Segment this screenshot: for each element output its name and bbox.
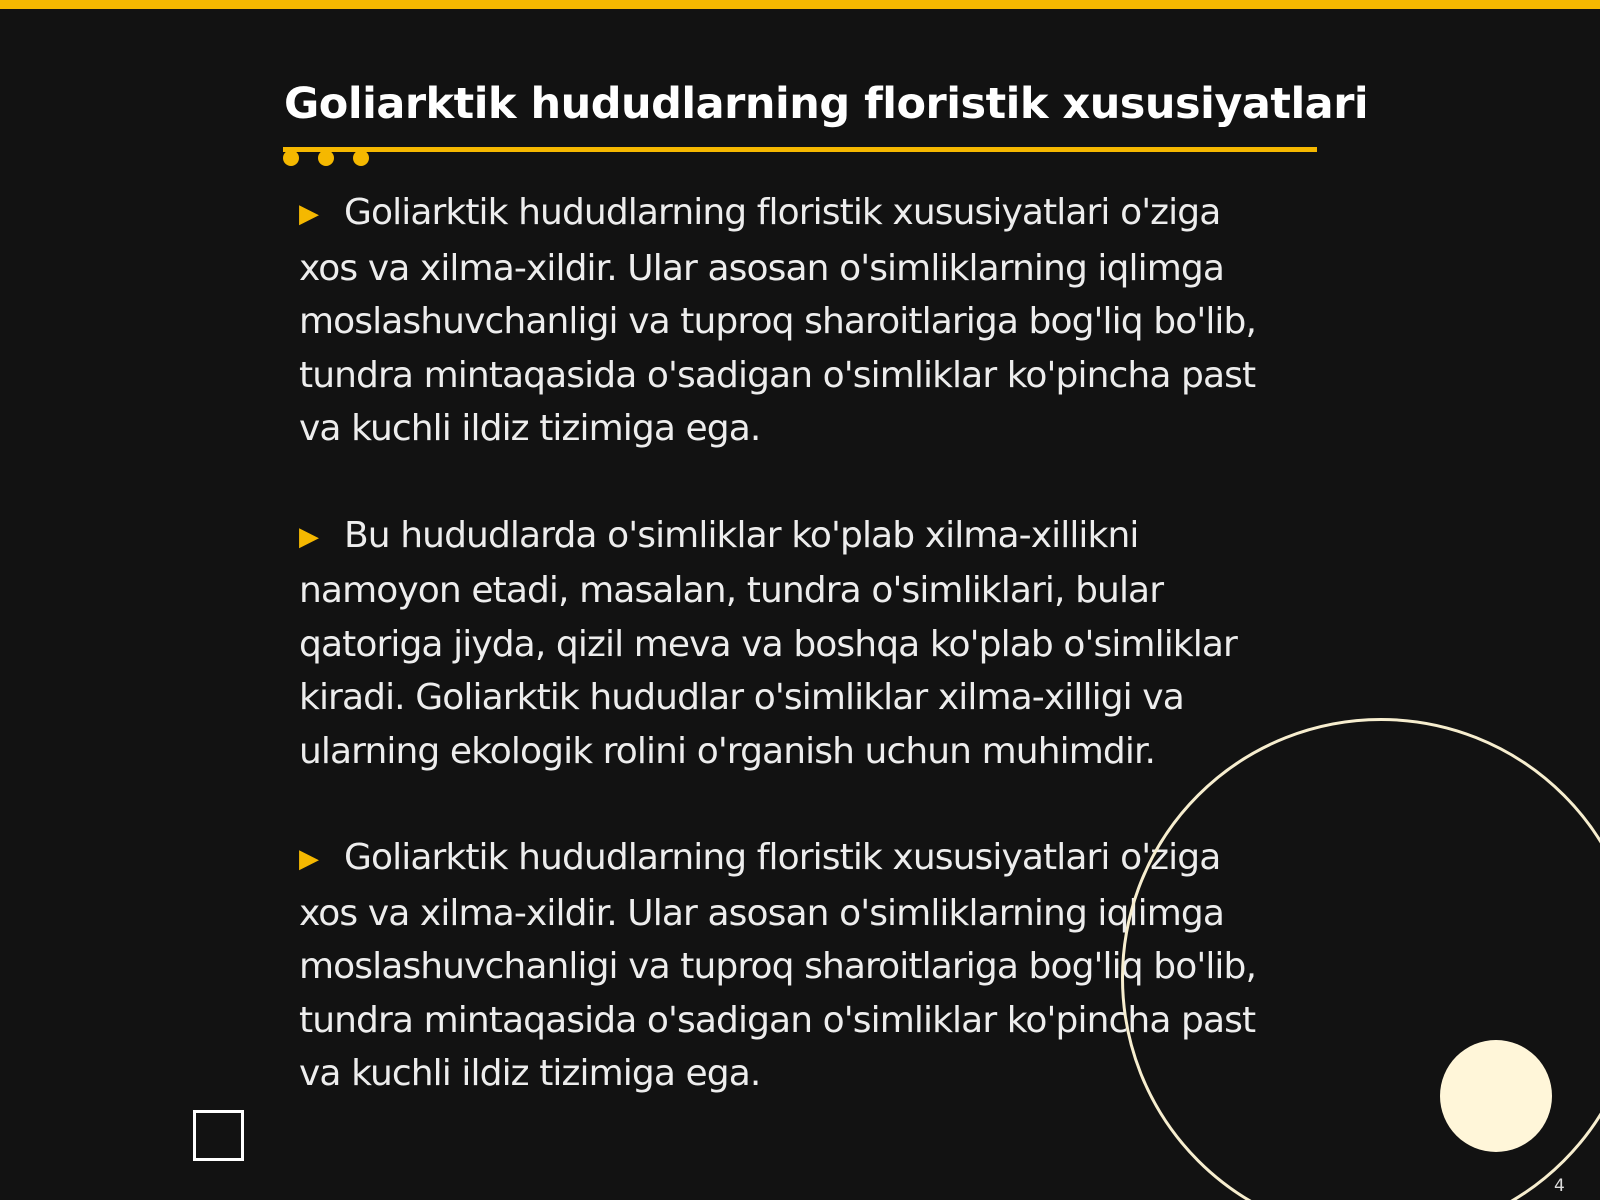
bullet-paragraph — [299, 186, 1289, 456]
accent-dot — [353, 150, 369, 166]
decorative-disc — [1440, 1040, 1552, 1152]
title-underline — [283, 147, 1317, 152]
bullet-text: Goliarktik hududlarning floristik xususiyatlari o'ziga xos va xilma-xildir. Ular asosan o'simliklarning iqlimga moslashuvchanligi va tuproq sharoitlariga bog'liq bo'lib, tundra mintaqasida o'sadigan o'simliklar ko'pincha past va kuchli ildiz tizimiga ega. — [299, 192, 1257, 449]
slide-title: Goliarktik hududlarning floristik xususiyatlari — [284, 79, 1369, 129]
bullet-text: Goliarktik hududlarning floristik xususiyatlari o'ziga xos va xilma-xildir. Ular asosan o'simliklarning iqlimga moslashuvchanligi va tuproq sharoitlariga bog'liq bo'lib, tundra mintaqasida o'sadigan o'simliklar ko'pincha past va kuchli ildiz tizimiga ega. — [299, 837, 1257, 1094]
bullet-text: Bu hududlarda o'simliklar ko'plab xilma-xillikni namoyon etadi, masalan, tundra o'simliklari, bular qatoriga jiyda, qizil meva va boshqa ko'plab o'simliklar kiradi. Goliarktik hududlar o'simliklar xilma-xilligi va ularning ekologik rolini o'rganish uchun muhimdir. — [299, 514, 1237, 772]
decorative-square — [193, 1110, 244, 1161]
top-accent-bar — [0, 0, 1600, 9]
bullet-paragraph — [299, 509, 1289, 779]
accent-dot — [283, 150, 299, 166]
bullet-arrow-icon: ▶ — [299, 521, 319, 552]
accent-dot — [318, 150, 334, 166]
bullet-arrow-icon: ▶ — [299, 199, 319, 229]
page-number: 4 — [1554, 1176, 1565, 1196]
bullet-arrow-icon: ▶ — [299, 844, 319, 874]
